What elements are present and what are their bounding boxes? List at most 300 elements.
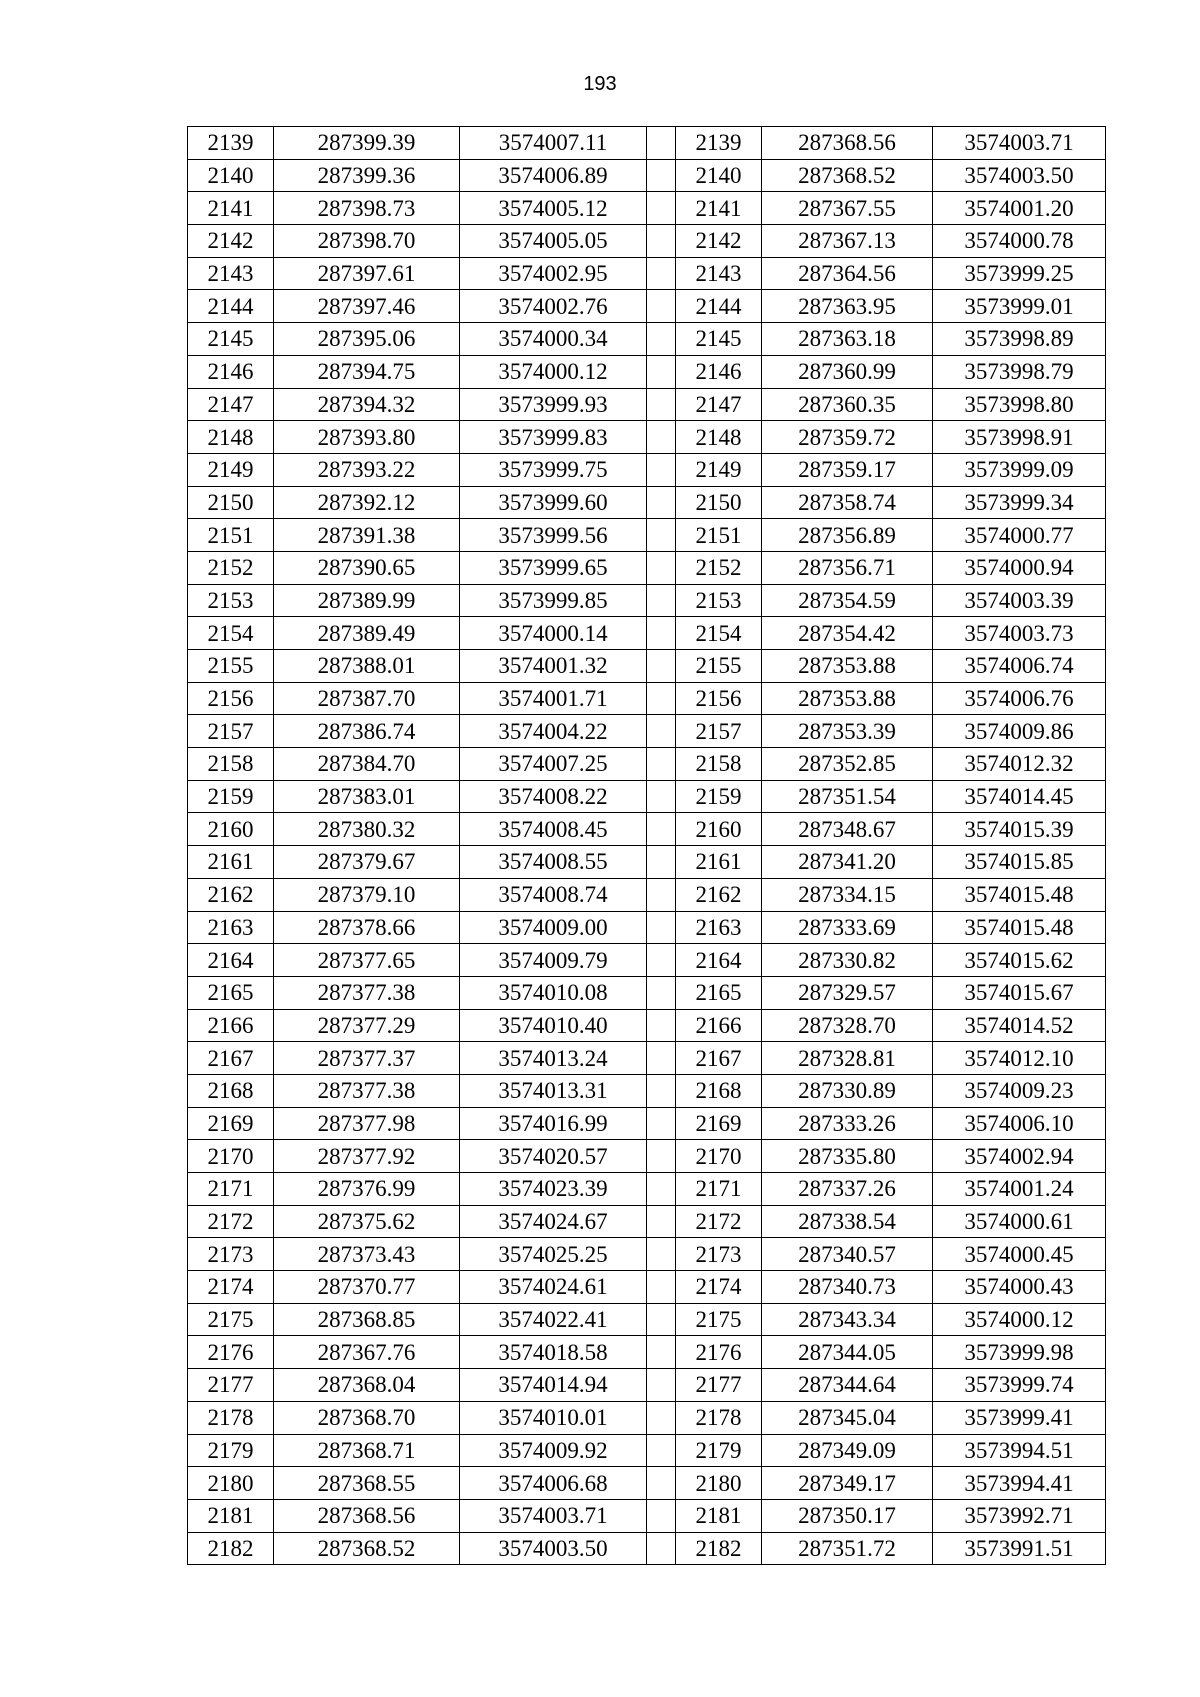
table-row — [188, 519, 1106, 552]
left-point-number-cell: 2165 — [188, 976, 274, 1009]
right-point-number-cell: 2158 — [676, 748, 762, 781]
table-row — [188, 780, 1106, 813]
left-y-coordinate-cell: 3574008.74 — [460, 878, 647, 911]
right-x-coordinate-cell: 287367.55 — [762, 192, 933, 225]
right-x-coordinate-cell: 287340.57 — [762, 1238, 933, 1271]
right-point-number-cell: 2182 — [676, 1532, 762, 1565]
left-y-coordinate-cell: 3573999.65 — [460, 551, 647, 584]
separator-cell — [647, 1303, 676, 1336]
left-x-coordinate-cell: 287377.98 — [274, 1107, 460, 1140]
table-row — [188, 1467, 1106, 1500]
left-point-number-cell: 2176 — [188, 1336, 274, 1369]
left-point-number-cell: 2139 — [188, 127, 274, 160]
left-point-number-cell: 2166 — [188, 1009, 274, 1042]
right-y-coordinate-cell: 3574006.10 — [933, 1107, 1106, 1140]
left-y-coordinate-cell: 3574004.22 — [460, 715, 647, 748]
left-x-coordinate-cell: 287398.73 — [274, 192, 460, 225]
right-x-coordinate-cell: 287329.57 — [762, 976, 933, 1009]
table-row — [188, 617, 1106, 650]
right-y-coordinate-cell: 3573999.09 — [933, 453, 1106, 486]
right-y-coordinate-cell: 3573994.41 — [933, 1467, 1106, 1500]
left-x-coordinate-cell: 287379.67 — [274, 846, 460, 879]
left-point-number-cell: 2182 — [188, 1532, 274, 1565]
separator-cell — [647, 1369, 676, 1402]
table-row — [188, 976, 1106, 1009]
table-row — [188, 878, 1106, 911]
right-x-coordinate-cell: 287328.81 — [762, 1042, 933, 1075]
separator-cell — [647, 1205, 676, 1238]
separator-cell — [647, 127, 676, 160]
separator-cell — [647, 355, 676, 388]
right-y-coordinate-cell: 3573999.25 — [933, 257, 1106, 290]
left-y-coordinate-cell: 3574007.25 — [460, 748, 647, 781]
right-y-coordinate-cell: 3574000.45 — [933, 1238, 1106, 1271]
left-x-coordinate-cell: 287391.38 — [274, 519, 460, 552]
right-point-number-cell: 2181 — [676, 1499, 762, 1532]
left-point-number-cell: 2153 — [188, 584, 274, 617]
separator-cell — [647, 650, 676, 683]
left-y-coordinate-cell: 3574005.12 — [460, 192, 647, 225]
left-point-number-cell: 2148 — [188, 421, 274, 454]
right-x-coordinate-cell: 287333.26 — [762, 1107, 933, 1140]
separator-cell — [647, 290, 676, 323]
right-y-coordinate-cell: 3574000.94 — [933, 551, 1106, 584]
left-point-number-cell: 2154 — [188, 617, 274, 650]
separator-cell — [647, 715, 676, 748]
left-x-coordinate-cell: 287388.01 — [274, 650, 460, 683]
table-row — [188, 911, 1106, 944]
left-x-coordinate-cell: 287377.92 — [274, 1140, 460, 1173]
left-y-coordinate-cell: 3574001.71 — [460, 682, 647, 715]
right-x-coordinate-cell: 287338.54 — [762, 1205, 933, 1238]
table-row — [188, 846, 1106, 879]
table-row — [188, 1107, 1106, 1140]
right-y-coordinate-cell: 3574015.85 — [933, 846, 1106, 879]
left-x-coordinate-cell: 287387.70 — [274, 682, 460, 715]
left-y-coordinate-cell: 3573999.93 — [460, 388, 647, 421]
coordinates-table-body — [188, 127, 1106, 1565]
left-x-coordinate-cell: 287377.65 — [274, 944, 460, 977]
right-y-coordinate-cell: 3574003.50 — [933, 159, 1106, 192]
separator-cell — [647, 519, 676, 552]
left-x-coordinate-cell: 287386.74 — [274, 715, 460, 748]
left-point-number-cell: 2145 — [188, 323, 274, 356]
separator-cell — [647, 1434, 676, 1467]
left-point-number-cell: 2143 — [188, 257, 274, 290]
right-y-coordinate-cell: 3574003.71 — [933, 127, 1106, 160]
right-x-coordinate-cell: 287334.15 — [762, 878, 933, 911]
right-y-coordinate-cell: 3574009.86 — [933, 715, 1106, 748]
left-x-coordinate-cell: 287376.99 — [274, 1173, 460, 1206]
left-point-number-cell: 2155 — [188, 650, 274, 683]
right-x-coordinate-cell: 287354.42 — [762, 617, 933, 650]
separator-cell — [647, 878, 676, 911]
right-y-coordinate-cell: 3573999.01 — [933, 290, 1106, 323]
separator-cell — [647, 257, 676, 290]
left-y-coordinate-cell: 3574000.34 — [460, 323, 647, 356]
right-point-number-cell: 2139 — [676, 127, 762, 160]
table-row — [188, 1205, 1106, 1238]
right-y-coordinate-cell: 3573998.89 — [933, 323, 1106, 356]
right-point-number-cell: 2177 — [676, 1369, 762, 1402]
right-point-number-cell: 2173 — [676, 1238, 762, 1271]
right-y-coordinate-cell: 3574002.94 — [933, 1140, 1106, 1173]
separator-cell — [647, 323, 676, 356]
right-point-number-cell: 2165 — [676, 976, 762, 1009]
right-point-number-cell: 2167 — [676, 1042, 762, 1075]
table-row — [188, 1369, 1106, 1402]
right-x-coordinate-cell: 287368.56 — [762, 127, 933, 160]
left-y-coordinate-cell: 3574023.39 — [460, 1173, 647, 1206]
left-x-coordinate-cell: 287370.77 — [274, 1271, 460, 1304]
left-y-coordinate-cell: 3574022.41 — [460, 1303, 647, 1336]
left-y-coordinate-cell: 3573999.75 — [460, 453, 647, 486]
separator-cell — [647, 1532, 676, 1565]
left-y-coordinate-cell: 3574010.08 — [460, 976, 647, 1009]
right-point-number-cell: 2166 — [676, 1009, 762, 1042]
left-x-coordinate-cell: 287399.36 — [274, 159, 460, 192]
left-y-coordinate-cell: 3574000.14 — [460, 617, 647, 650]
separator-cell — [647, 1401, 676, 1434]
right-point-number-cell: 2157 — [676, 715, 762, 748]
left-y-coordinate-cell: 3574001.32 — [460, 650, 647, 683]
left-x-coordinate-cell: 287368.55 — [274, 1467, 460, 1500]
right-x-coordinate-cell: 287356.89 — [762, 519, 933, 552]
left-y-coordinate-cell: 3573999.85 — [460, 584, 647, 617]
left-x-coordinate-cell: 287393.22 — [274, 453, 460, 486]
right-point-number-cell: 2163 — [676, 911, 762, 944]
right-point-number-cell: 2174 — [676, 1271, 762, 1304]
left-point-number-cell: 2141 — [188, 192, 274, 225]
left-y-coordinate-cell: 3574013.31 — [460, 1074, 647, 1107]
left-y-coordinate-cell: 3574009.79 — [460, 944, 647, 977]
table-row — [188, 1401, 1106, 1434]
left-x-coordinate-cell: 287393.80 — [274, 421, 460, 454]
right-y-coordinate-cell: 3574000.61 — [933, 1205, 1106, 1238]
left-y-coordinate-cell: 3574009.92 — [460, 1434, 647, 1467]
separator-cell — [647, 1140, 676, 1173]
table-row — [188, 944, 1106, 977]
left-point-number-cell: 2158 — [188, 748, 274, 781]
right-y-coordinate-cell: 3574006.74 — [933, 650, 1106, 683]
left-point-number-cell: 2180 — [188, 1467, 274, 1500]
left-y-coordinate-cell: 3574008.22 — [460, 780, 647, 813]
table-row — [188, 1173, 1106, 1206]
page-number: 193 — [583, 73, 617, 95]
separator-cell — [647, 584, 676, 617]
right-x-coordinate-cell: 287341.20 — [762, 846, 933, 879]
right-point-number-cell: 2151 — [676, 519, 762, 552]
left-y-coordinate-cell: 3574005.05 — [460, 225, 647, 258]
separator-cell — [647, 1042, 676, 1075]
left-x-coordinate-cell: 287389.49 — [274, 617, 460, 650]
right-y-coordinate-cell: 3574003.73 — [933, 617, 1106, 650]
separator-cell — [647, 551, 676, 584]
left-x-coordinate-cell: 287395.06 — [274, 323, 460, 356]
table-row — [188, 192, 1106, 225]
left-y-coordinate-cell: 3574003.71 — [460, 1499, 647, 1532]
left-y-coordinate-cell: 3573999.56 — [460, 519, 647, 552]
separator-cell — [647, 225, 676, 258]
coordinates-table — [187, 126, 1106, 1565]
right-x-coordinate-cell: 287353.39 — [762, 715, 933, 748]
left-y-coordinate-cell: 3574009.00 — [460, 911, 647, 944]
left-point-number-cell: 2150 — [188, 486, 274, 519]
separator-cell — [647, 780, 676, 813]
separator-cell — [647, 1499, 676, 1532]
right-x-coordinate-cell: 287349.17 — [762, 1467, 933, 1500]
left-point-number-cell: 2168 — [188, 1074, 274, 1107]
right-x-coordinate-cell: 287345.04 — [762, 1401, 933, 1434]
left-y-coordinate-cell: 3574025.25 — [460, 1238, 647, 1271]
right-point-number-cell: 2159 — [676, 780, 762, 813]
left-y-coordinate-cell: 3574006.68 — [460, 1467, 647, 1500]
right-y-coordinate-cell: 3574006.76 — [933, 682, 1106, 715]
left-y-coordinate-cell: 3574020.57 — [460, 1140, 647, 1173]
left-y-coordinate-cell: 3573999.60 — [460, 486, 647, 519]
left-point-number-cell: 2144 — [188, 290, 274, 323]
right-y-coordinate-cell: 3573999.41 — [933, 1401, 1106, 1434]
table-row — [188, 551, 1106, 584]
left-y-coordinate-cell: 3574006.89 — [460, 159, 647, 192]
right-point-number-cell: 2140 — [676, 159, 762, 192]
left-x-coordinate-cell: 287368.71 — [274, 1434, 460, 1467]
left-y-coordinate-cell: 3574024.67 — [460, 1205, 647, 1238]
left-x-coordinate-cell: 287373.43 — [274, 1238, 460, 1271]
right-y-coordinate-cell: 3573998.79 — [933, 355, 1106, 388]
right-y-coordinate-cell: 3573992.71 — [933, 1499, 1106, 1532]
table-row — [188, 1009, 1106, 1042]
left-point-number-cell: 2163 — [188, 911, 274, 944]
left-x-coordinate-cell: 287377.29 — [274, 1009, 460, 1042]
right-x-coordinate-cell: 287351.72 — [762, 1532, 933, 1565]
left-point-number-cell: 2178 — [188, 1401, 274, 1434]
left-point-number-cell: 2157 — [188, 715, 274, 748]
left-x-coordinate-cell: 287368.04 — [274, 1369, 460, 1402]
left-x-coordinate-cell: 287394.75 — [274, 355, 460, 388]
separator-cell — [647, 421, 676, 454]
left-y-coordinate-cell: 3574013.24 — [460, 1042, 647, 1075]
separator-cell — [647, 388, 676, 421]
left-point-number-cell: 2149 — [188, 453, 274, 486]
right-y-coordinate-cell: 3573999.34 — [933, 486, 1106, 519]
right-x-coordinate-cell: 287351.54 — [762, 780, 933, 813]
right-x-coordinate-cell: 287353.88 — [762, 682, 933, 715]
right-y-coordinate-cell: 3573999.74 — [933, 1369, 1106, 1402]
separator-cell — [647, 976, 676, 1009]
left-point-number-cell: 2151 — [188, 519, 274, 552]
table-row — [188, 1271, 1106, 1304]
right-y-coordinate-cell: 3574001.20 — [933, 192, 1106, 225]
left-point-number-cell: 2162 — [188, 878, 274, 911]
right-x-coordinate-cell: 287349.09 — [762, 1434, 933, 1467]
table-row — [188, 159, 1106, 192]
right-point-number-cell: 2180 — [676, 1467, 762, 1500]
left-point-number-cell: 2179 — [188, 1434, 274, 1467]
right-point-number-cell: 2143 — [676, 257, 762, 290]
left-y-coordinate-cell: 3574010.01 — [460, 1401, 647, 1434]
left-y-coordinate-cell: 3574008.55 — [460, 846, 647, 879]
right-point-number-cell: 2168 — [676, 1074, 762, 1107]
right-x-coordinate-cell: 287360.35 — [762, 388, 933, 421]
separator-cell — [647, 1009, 676, 1042]
left-point-number-cell: 2146 — [188, 355, 274, 388]
left-y-coordinate-cell: 3573999.83 — [460, 421, 647, 454]
right-point-number-cell: 2142 — [676, 225, 762, 258]
table-row — [188, 1074, 1106, 1107]
separator-cell — [647, 1271, 676, 1304]
table-row — [188, 1499, 1106, 1532]
right-x-coordinate-cell: 287335.80 — [762, 1140, 933, 1173]
left-x-coordinate-cell: 287379.10 — [274, 878, 460, 911]
left-x-coordinate-cell: 287392.12 — [274, 486, 460, 519]
right-x-coordinate-cell: 287330.82 — [762, 944, 933, 977]
right-point-number-cell: 2152 — [676, 551, 762, 584]
table-row — [188, 682, 1106, 715]
left-point-number-cell: 2140 — [188, 159, 274, 192]
right-y-coordinate-cell: 3574015.62 — [933, 944, 1106, 977]
left-x-coordinate-cell: 287367.76 — [274, 1336, 460, 1369]
right-y-coordinate-cell: 3574000.78 — [933, 225, 1106, 258]
right-x-coordinate-cell: 287352.85 — [762, 748, 933, 781]
left-y-coordinate-cell: 3574014.94 — [460, 1369, 647, 1402]
right-x-coordinate-cell: 287343.34 — [762, 1303, 933, 1336]
right-point-number-cell: 2161 — [676, 846, 762, 879]
left-x-coordinate-cell: 287398.70 — [274, 225, 460, 258]
right-x-coordinate-cell: 287358.74 — [762, 486, 933, 519]
table-row — [188, 715, 1106, 748]
left-y-coordinate-cell: 3574002.95 — [460, 257, 647, 290]
right-x-coordinate-cell: 287328.70 — [762, 1009, 933, 1042]
table-row — [188, 388, 1106, 421]
right-y-coordinate-cell: 3573991.51 — [933, 1532, 1106, 1565]
left-y-coordinate-cell: 3574007.11 — [460, 127, 647, 160]
right-x-coordinate-cell: 287350.17 — [762, 1499, 933, 1532]
left-x-coordinate-cell: 287377.38 — [274, 976, 460, 1009]
separator-cell — [647, 944, 676, 977]
right-y-coordinate-cell: 3574015.48 — [933, 878, 1106, 911]
separator-cell — [647, 159, 676, 192]
right-point-number-cell: 2147 — [676, 388, 762, 421]
left-y-coordinate-cell: 3574000.12 — [460, 355, 647, 388]
left-point-number-cell: 2175 — [188, 1303, 274, 1336]
right-point-number-cell: 2171 — [676, 1173, 762, 1206]
separator-cell — [647, 1238, 676, 1271]
right-point-number-cell: 2154 — [676, 617, 762, 650]
left-point-number-cell: 2172 — [188, 1205, 274, 1238]
table-row — [188, 650, 1106, 683]
right-y-coordinate-cell: 3573999.98 — [933, 1336, 1106, 1369]
table-row — [188, 1238, 1106, 1271]
left-x-coordinate-cell: 287397.61 — [274, 257, 460, 290]
left-x-coordinate-cell: 287368.70 — [274, 1401, 460, 1434]
left-y-coordinate-cell: 3574008.45 — [460, 813, 647, 846]
table-row — [188, 290, 1106, 323]
right-point-number-cell: 2148 — [676, 421, 762, 454]
left-x-coordinate-cell: 287399.39 — [274, 127, 460, 160]
table-row — [188, 813, 1106, 846]
right-x-coordinate-cell: 287359.72 — [762, 421, 933, 454]
left-y-coordinate-cell: 3574018.58 — [460, 1336, 647, 1369]
table-row — [188, 453, 1106, 486]
separator-cell — [647, 617, 676, 650]
separator-cell — [647, 1074, 676, 1107]
table-row — [188, 127, 1106, 160]
right-x-coordinate-cell: 287360.99 — [762, 355, 933, 388]
left-x-coordinate-cell: 287380.32 — [274, 813, 460, 846]
right-x-coordinate-cell: 287340.73 — [762, 1271, 933, 1304]
left-y-coordinate-cell: 3574024.61 — [460, 1271, 647, 1304]
left-x-coordinate-cell: 287378.66 — [274, 911, 460, 944]
right-y-coordinate-cell: 3574014.45 — [933, 780, 1106, 813]
separator-cell — [647, 748, 676, 781]
left-point-number-cell: 2164 — [188, 944, 274, 977]
left-x-coordinate-cell: 287377.38 — [274, 1074, 460, 1107]
left-point-number-cell: 2152 — [188, 551, 274, 584]
separator-cell — [647, 453, 676, 486]
right-y-coordinate-cell: 3574000.43 — [933, 1271, 1106, 1304]
left-x-coordinate-cell: 287384.70 — [274, 748, 460, 781]
table-row — [188, 1140, 1106, 1173]
table-row — [188, 1042, 1106, 1075]
table-row — [188, 1532, 1106, 1565]
separator-cell — [647, 813, 676, 846]
separator-cell — [647, 1107, 676, 1140]
left-x-coordinate-cell: 287368.52 — [274, 1532, 460, 1565]
separator-cell — [647, 1467, 676, 1500]
left-point-number-cell: 2156 — [188, 682, 274, 715]
right-point-number-cell: 2155 — [676, 650, 762, 683]
table-row — [188, 1434, 1106, 1467]
separator-cell — [647, 192, 676, 225]
right-y-coordinate-cell: 3574000.12 — [933, 1303, 1106, 1336]
right-x-coordinate-cell: 287344.64 — [762, 1369, 933, 1402]
separator-cell — [647, 911, 676, 944]
right-y-coordinate-cell: 3574015.67 — [933, 976, 1106, 1009]
right-point-number-cell: 2156 — [676, 682, 762, 715]
right-y-coordinate-cell: 3573994.51 — [933, 1434, 1106, 1467]
table-row — [188, 355, 1106, 388]
separator-cell — [647, 1336, 676, 1369]
left-y-coordinate-cell: 3574010.40 — [460, 1009, 647, 1042]
right-point-number-cell: 2175 — [676, 1303, 762, 1336]
right-x-coordinate-cell: 287363.95 — [762, 290, 933, 323]
table-row — [188, 421, 1106, 454]
left-point-number-cell: 2177 — [188, 1369, 274, 1402]
right-point-number-cell: 2170 — [676, 1140, 762, 1173]
right-point-number-cell: 2145 — [676, 323, 762, 356]
right-point-number-cell: 2150 — [676, 486, 762, 519]
right-point-number-cell: 2141 — [676, 192, 762, 225]
right-point-number-cell: 2153 — [676, 584, 762, 617]
right-y-coordinate-cell: 3574003.39 — [933, 584, 1106, 617]
left-y-coordinate-cell: 3574003.50 — [460, 1532, 647, 1565]
table-row — [188, 257, 1106, 290]
right-x-coordinate-cell: 287344.05 — [762, 1336, 933, 1369]
right-y-coordinate-cell: 3574009.23 — [933, 1074, 1106, 1107]
right-point-number-cell: 2160 — [676, 813, 762, 846]
right-y-coordinate-cell: 3574014.52 — [933, 1009, 1106, 1042]
right-point-number-cell: 2169 — [676, 1107, 762, 1140]
left-x-coordinate-cell: 287368.56 — [274, 1499, 460, 1532]
table-row — [188, 225, 1106, 258]
separator-cell — [647, 486, 676, 519]
left-y-coordinate-cell: 3574002.76 — [460, 290, 647, 323]
left-point-number-cell: 2147 — [188, 388, 274, 421]
left-point-number-cell: 2160 — [188, 813, 274, 846]
right-y-coordinate-cell: 3574012.32 — [933, 748, 1106, 781]
table-row — [188, 486, 1106, 519]
